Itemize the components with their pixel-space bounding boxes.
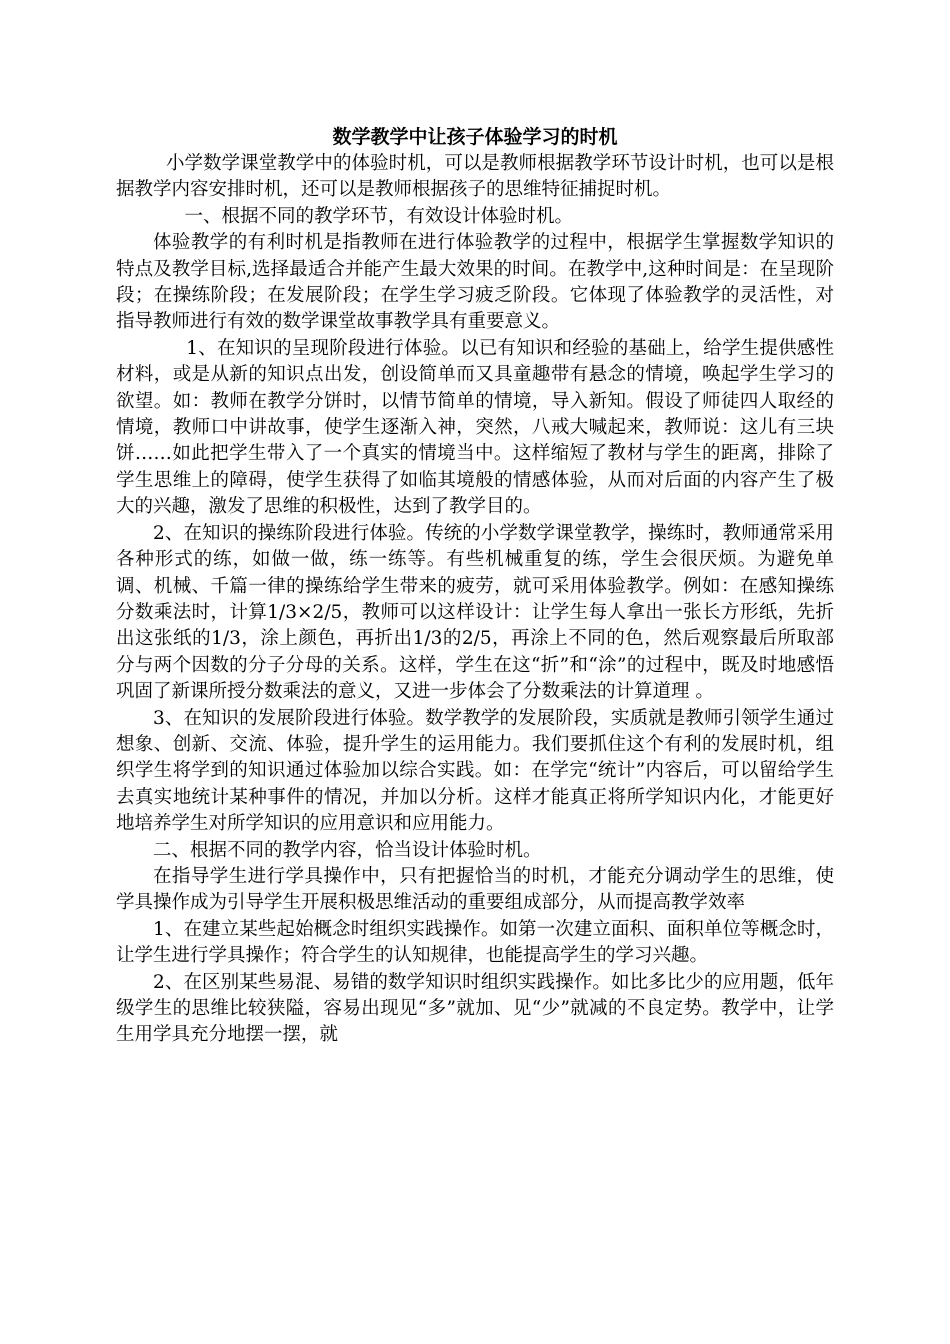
- paragraph: 1、在建立某些起始概念时组织实践操作。如第一次建立面积、面积单位等概念时，让学生进行学具操作；符合学生的认知规律，也能提高学生的学习兴趣。: [116, 918, 834, 967]
- paragraph: 1、在知识的呈现阶段进行体验。以已有知识和经验的基础上，给学生提供感性材料，或是从新的知识点出发，创设简单而又具童趣带有悬念的情境，唤起学生学习的欲望。如：教师在教学分饼时，以情节简单的情境，导入新知。假设了师徒四人取经的情境，教师口中讲故事，使学生逐渐入神，突然，八戒大喊起来，教师说：这儿有三块饼……如此把学生带入了一个真实的情境当中。这样缩短了教材与学生的距离，排除了学生思维上的障碍，使学生获得了如临其境般的情感体验，从而对后面的内容产生了极大的兴趣，激发了思维的积极性，达到了教学目的。: [116, 337, 834, 518]
- paragraph: 体验教学的有利时机是指教师在进行体验教学的过程中，根据学生掌握数学知识的特点及教学目标,选择最适合并能产生最大效果的时间。在教学中,这种时间是：在呈现阶段；在操练阶段；在发展阶段；在学生学习疲乏阶段。它体现了体验教学的灵活性，对指导教师进行有效的数学课堂故事教学具有重要意义。: [116, 232, 834, 333]
- document-body: [116, 124, 834, 1049]
- paragraph: 在指导学生进行学具操作中，只有把握恰当的时机，才能充分调动学生的思维，使学具操作成为引导学生开展积极思维活动的重要组成部分，从而提高教学效率: [116, 865, 834, 914]
- paragraph-intro: 小学数学课堂教学中的体验时机，可以是教师根据教学环节设计时机，也可以是根据教学内容安排时机，还可以是教师根据孩子的思维特征捕捉时机。: [116, 153, 834, 201]
- section-heading-1: 一、根据不同的教学环节，有效设计体验时机。: [184, 205, 573, 227]
- document-title: 数学教学中让孩子体验学习的时机: [332, 126, 618, 148]
- paragraph: 2、在知识的操练阶段进行体验。传统的小学数学课堂教学，操练时，教师通常采用各种形式的练，如做一做，练一练等。有些机械重复的练，学生会很厌烦。为避免单调、机械、千篇一律的操练给学生带来的疲劳，就可采用体验教学。例如：在感知操练分数乘法时，计算1/3×2/5，教师可以这样设计：让学生每人拿出一张长方形纸，先折出这张纸的1/3，涂上颜色，再折出1/3的2/5，再涂上不同的色，然后观察最后所取部分与两个因数的分子分母的关系。这样，学生在这“折”和“涂”的过程中，既及时地感悟巩固了新课所授分数乘法的意义，又进一步体会了分数乘法的计算道理 。: [116, 522, 834, 703]
- paragraph: 2、在区别某些易混、易错的数学知识时组织实践操作。如比多比少的应用题，低年级学生的思维比较狭隘，容易出现见“多”就加、见“少”就减的不良定势。教学中，让学生用学具充分地摆一摆，就: [116, 971, 834, 1046]
- paragraph: 3、在知识的发展阶段进行体验。数学教学的发展阶段，实质就是教师引领学生通过想象、创新、交流、体验，提升学生的运用能力。我们要抓住这个有利的发展时机，组织学生将学到的知识通过体验加以综合实践。如：在学完“统计”内容后，可以留给学生去真实地统计某种事件的情况，并加以分析。这样才能真正将所学知识内化，才能更好地培养学生对所学知识的应用意识和应用能力。: [116, 707, 834, 835]
- section-heading-2: 二、根据不同的教学内容，恰当设计体验时机。: [153, 839, 542, 861]
